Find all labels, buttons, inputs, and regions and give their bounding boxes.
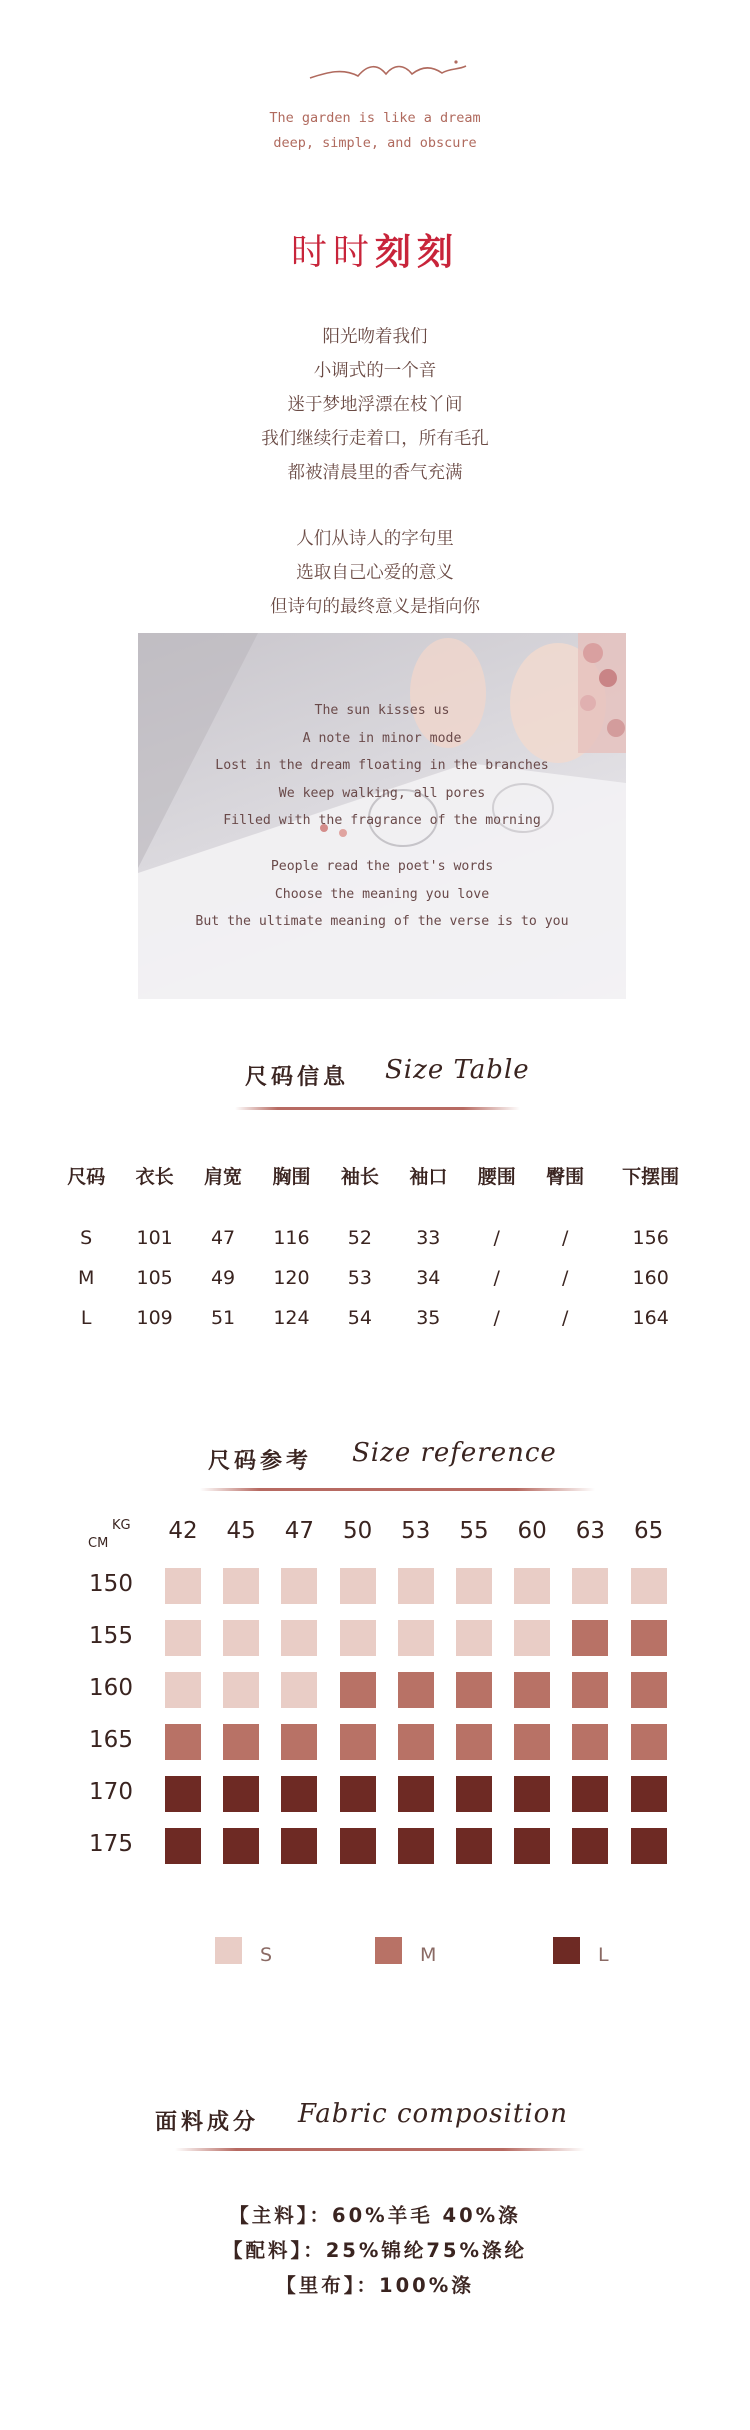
motto-line-2: deep, simple, and obscure — [273, 135, 477, 151]
height-label: 155 — [89, 1623, 133, 1649]
size-cell-l — [281, 1828, 317, 1864]
size-cell-l — [572, 1828, 608, 1864]
photo-poem-line: People read the poet's words — [270, 859, 494, 874]
poem-line: 都被清晨里的香气充满 — [287, 463, 463, 483]
table-cell: M — [78, 1267, 95, 1289]
size-cell-m — [514, 1724, 550, 1760]
weight-label: 55 — [459, 1518, 489, 1544]
table-cell: S — [80, 1227, 93, 1249]
table-cell: 53 — [347, 1267, 372, 1289]
size-cell-s — [456, 1620, 492, 1656]
cm-axis-label: CM — [88, 1536, 109, 1551]
table-cell: 105 — [136, 1267, 173, 1289]
size-cell-s — [631, 1568, 667, 1604]
column-header: 臀围 — [546, 1165, 585, 1188]
column-header: 肩宽 — [204, 1165, 243, 1188]
size-reference-heading-cn: 尺码参考 — [208, 1449, 313, 1474]
column-header: 袖口 — [409, 1165, 448, 1188]
size-cell-l — [281, 1776, 317, 1812]
size-cell-m — [398, 1672, 434, 1708]
heading-underline — [200, 1488, 595, 1491]
size-cell-m — [514, 1672, 550, 1708]
poem-line: 选取自己心爱的意义 — [296, 563, 454, 583]
photo-poem-stanza-2 — [138, 853, 626, 936]
size-cell-l — [340, 1828, 376, 1864]
size-cell-s — [223, 1568, 259, 1604]
table-cell: / — [561, 1307, 569, 1329]
size-cell-s — [340, 1568, 376, 1604]
poem-line: 但诗句的最终意义是指向你 — [270, 597, 480, 617]
size-cell-m — [572, 1672, 608, 1708]
height-label: 170 — [89, 1779, 133, 1805]
table-cell: / — [561, 1227, 569, 1249]
heading-underline — [235, 1107, 520, 1110]
motto-line-1: The garden is like a dream — [269, 110, 481, 126]
size-cell-l — [165, 1828, 201, 1864]
table-cell: 120 — [273, 1267, 310, 1289]
table-cell: 116 — [273, 1227, 310, 1249]
size-cell-l — [631, 1776, 667, 1812]
table-cell: 33 — [416, 1227, 441, 1249]
photo-poem-line: Filled with the fragrance of the morning — [223, 813, 541, 828]
poem-stanza-1 — [0, 320, 750, 490]
column-header: 胸围 — [272, 1165, 311, 1188]
size-cell-m — [281, 1724, 317, 1760]
table-cell: 35 — [416, 1307, 441, 1329]
table-cell: 49 — [210, 1267, 236, 1289]
size-cell-m — [572, 1620, 608, 1656]
table-cell: 156 — [632, 1227, 669, 1249]
fabric-heading-en: Fabric composition — [298, 2099, 568, 2129]
column-header: 衣长 — [135, 1165, 174, 1188]
size-cell-l — [572, 1776, 608, 1812]
size-cell-l — [456, 1828, 492, 1864]
poem-stanza-2 — [0, 522, 750, 624]
fabric-line-accessory: 【配料】：25%锦纶75%涤纶 — [222, 2239, 528, 2262]
decorative-squiggle — [308, 58, 468, 84]
size-cell-m — [631, 1672, 667, 1708]
table-cell: 101 — [136, 1227, 173, 1249]
fabric-line-lining: 【里布】：100%涤 — [276, 2274, 474, 2297]
height-label: 160 — [89, 1675, 133, 1701]
photo-poem-line: Choose the meaning you love — [274, 886, 490, 902]
legend-label: L — [598, 1944, 609, 1966]
size-cell-s — [340, 1620, 376, 1656]
fabric-heading-cn: 面料成分 — [155, 2110, 260, 2135]
size-cell-m — [165, 1724, 201, 1760]
table-cell: 51 — [210, 1307, 236, 1329]
size-table-heading-en: Size Table — [385, 1055, 530, 1085]
table-row — [52, 1218, 702, 1258]
table-cell: 160 — [632, 1267, 669, 1289]
size-cell-l — [514, 1828, 550, 1864]
height-label: 150 — [89, 1571, 133, 1597]
spacer — [52, 1200, 702, 1218]
size-cell-s — [223, 1620, 259, 1656]
table-cell: L — [80, 1307, 92, 1329]
size-cell-l — [398, 1828, 434, 1864]
photo-poem-line: Lost in the dream floating in the branches — [215, 758, 549, 773]
poem-line: 人们从诗人的字句里 — [296, 529, 454, 549]
size-cell-l — [165, 1776, 201, 1812]
table-cell: / — [493, 1227, 500, 1249]
table-cell: / — [493, 1307, 500, 1329]
table-cell: / — [493, 1267, 500, 1289]
table-cell: 47 — [210, 1227, 236, 1249]
table-cell: 124 — [273, 1307, 310, 1329]
legend-swatch-s — [215, 1937, 242, 1964]
weight-label: 42 — [168, 1518, 198, 1544]
size-cell-s — [281, 1620, 317, 1656]
height-label: 175 — [89, 1831, 133, 1857]
size-cell-s — [223, 1672, 259, 1708]
size-cell-m — [340, 1672, 376, 1708]
legend-label: M — [420, 1944, 437, 1966]
size-cell-s — [165, 1672, 201, 1708]
fabric-line-main: 【主料】：60%羊毛 40%涤 — [229, 2204, 521, 2227]
table-row — [52, 1258, 702, 1298]
kg-axis-label: KG — [112, 1518, 131, 1533]
size-table — [52, 1150, 702, 1338]
size-reference-heading-en: Size reference — [352, 1438, 557, 1468]
legend-swatch-l — [553, 1937, 580, 1964]
size-cell-l — [631, 1828, 667, 1864]
table-cell: 52 — [347, 1227, 372, 1249]
table-cell: 164 — [632, 1307, 669, 1329]
size-cell-m — [572, 1724, 608, 1760]
poem-line: 阳光吻着我们 — [322, 327, 428, 347]
title-part-2: 刻刻 — [375, 231, 460, 273]
weight-label: 50 — [342, 1518, 373, 1544]
table-cell: 34 — [416, 1267, 441, 1289]
size-cell-m — [631, 1724, 667, 1760]
poem-line: 我们继续行走着口，所有毛孔 — [261, 429, 489, 449]
size-cell-s — [398, 1620, 434, 1656]
poem-line: 迷于梦地浮漂在枝丫间 — [287, 395, 463, 415]
size-cell-l — [340, 1776, 376, 1812]
size-cell-l — [223, 1828, 259, 1864]
size-cell-s — [572, 1568, 608, 1604]
weight-label: 60 — [517, 1518, 547, 1544]
size-cell-s — [281, 1568, 317, 1604]
column-header: 下摆围 — [622, 1165, 680, 1188]
size-cell-s — [514, 1568, 550, 1604]
size-cell-m — [223, 1724, 259, 1760]
size-cell-l — [456, 1776, 492, 1812]
size-cell-m — [340, 1724, 376, 1760]
size-cell-m — [631, 1620, 667, 1656]
size-cell-s — [398, 1568, 434, 1604]
size-cell-s — [456, 1568, 492, 1604]
size-cell-m — [456, 1724, 492, 1760]
poem-line: 小调式的一个音 — [313, 361, 437, 381]
weight-label: 45 — [226, 1518, 256, 1544]
height-label: 165 — [89, 1727, 133, 1753]
size-cell-s — [165, 1568, 201, 1604]
photo-poem-line: But the ultimate meaning of the verse is to you — [195, 914, 569, 929]
weight-label: 65 — [633, 1518, 664, 1544]
size-cell-s — [281, 1672, 317, 1708]
size-cell-s — [514, 1620, 550, 1656]
column-header: 尺码 — [67, 1165, 106, 1188]
size-cell-m — [398, 1724, 434, 1760]
table-cell: 54 — [347, 1307, 372, 1329]
size-cell-m — [456, 1672, 492, 1708]
size-cell-s — [165, 1620, 201, 1656]
size-cell-l — [398, 1776, 434, 1812]
column-header: 腰围 — [477, 1165, 516, 1188]
weight-label: 63 — [575, 1518, 606, 1544]
photo-poem-stanza-1 — [138, 697, 626, 835]
title-part-1: 时时 — [290, 232, 375, 273]
legend-label: S — [260, 1944, 273, 1966]
photo-poem-line: A note in minor mode — [302, 730, 462, 746]
size-table-header-row — [52, 1150, 702, 1200]
size-table-heading-cn: 尺码信息 — [245, 1065, 350, 1090]
column-header: 袖长 — [340, 1165, 379, 1188]
weight-label: 53 — [401, 1518, 431, 1544]
page-title — [0, 224, 750, 275]
table-row — [52, 1298, 702, 1338]
weight-label: 47 — [284, 1518, 315, 1544]
photo-poem-line: We keep walking, all pores — [278, 785, 486, 801]
product-photo — [138, 633, 626, 999]
size-cell-l — [223, 1776, 259, 1812]
size-cell-l — [514, 1776, 550, 1812]
photo-poem-line: The sun kisses us — [314, 703, 450, 718]
heading-underline — [175, 2148, 585, 2151]
legend-swatch-m — [375, 1937, 402, 1964]
table-cell: / — [561, 1267, 569, 1289]
table-cell: 109 — [136, 1307, 173, 1329]
